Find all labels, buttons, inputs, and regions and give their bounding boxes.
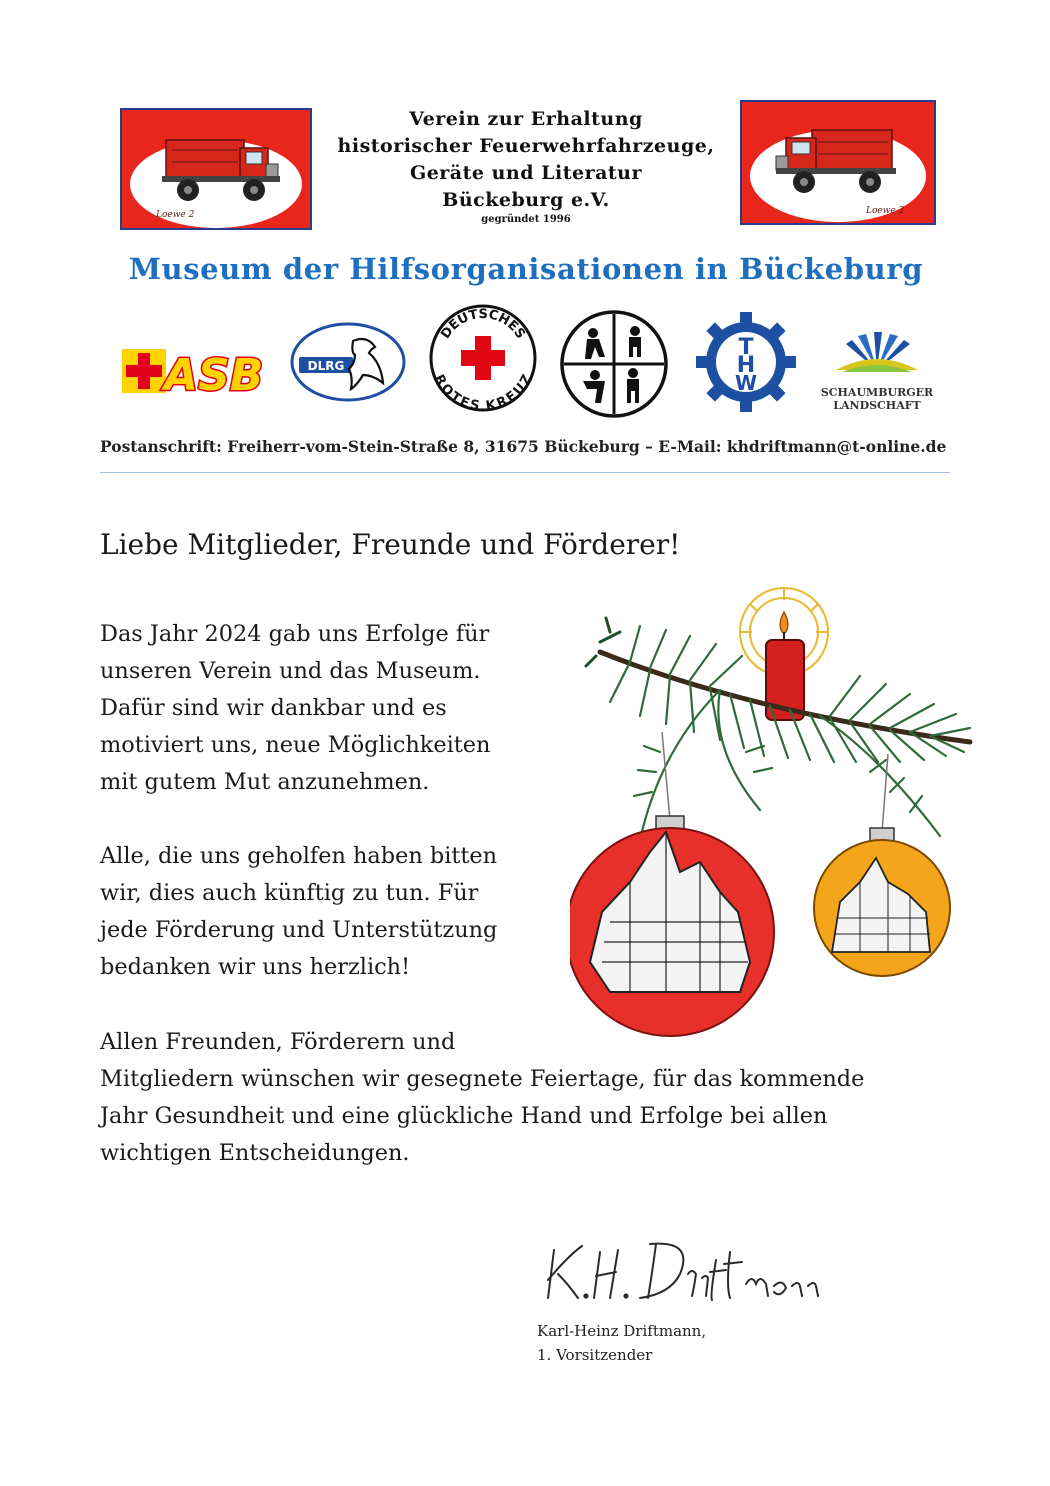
- thw-letter-w: W: [734, 371, 758, 395]
- schaumburger-landschaft-logo: [812, 330, 942, 416]
- paragraph-1-line: Das Jahr 2024 gab uns Erfolge für: [100, 621, 490, 647]
- thw-letter-h: H: [736, 353, 756, 378]
- fire-brigade-emblem-logo: [559, 309, 669, 419]
- paragraph-2-line: wir, dies auch künftig zu tun. Für: [100, 880, 479, 906]
- founded-note: gegründet 1996: [481, 214, 571, 225]
- thw-letter-t: T: [738, 335, 754, 360]
- drk-bottom-text: ROTES KREUZ: [430, 372, 536, 413]
- paragraph-3-line: Jahr Gesundheit und eine glückliche Hand und Erfolge bei allen: [100, 1103, 828, 1129]
- paragraph-3-line: Mitgliedern wünschen wir gesegnete Feiertage, für das kommende: [100, 1066, 865, 1092]
- paragraph-3: [100, 1024, 864, 1172]
- greeting-heading: Liebe Mitglieder, Freunde und Förderer!: [100, 528, 681, 561]
- paragraph-1: [100, 616, 490, 801]
- paragraph-3-line: Allen Freunden, Förderern und: [100, 1029, 456, 1055]
- signer-role: 1. Vorsitzender: [537, 1346, 653, 1364]
- paragraph-2-line: bedanken wir uns herzlich!: [100, 954, 411, 980]
- orange-ornament-icon: [814, 828, 950, 976]
- christmas-ornament-illustration: [570, 582, 982, 1044]
- drk-logo: [428, 303, 538, 413]
- fire-truck-picture-left: [120, 108, 312, 230]
- paragraph-1-line: motiviert uns, neue Möglichkeiten: [100, 732, 491, 758]
- landscape-sun-icon: [812, 330, 942, 374]
- header-divider: [100, 472, 950, 473]
- red-ornament-icon: [570, 816, 774, 1036]
- association-line-4: Bückeburg e.V.: [442, 189, 610, 211]
- asb-logo: [120, 346, 272, 396]
- paragraph-1-line: mit gutem Mut anzunehmen.: [100, 769, 430, 795]
- asb-logo-text: ASB: [164, 350, 264, 396]
- dlrg-logo: [289, 321, 407, 403]
- fire-truck-icon: [122, 110, 310, 228]
- dlrg-logo-text: DLRG: [307, 359, 345, 373]
- truck-caption: Loewe 2: [866, 206, 905, 216]
- truck-caption: Loewe 2: [156, 210, 195, 220]
- schaumburger-text: SCHAUMBURGER: [820, 386, 934, 399]
- association-line-3: Geräte und Literatur: [409, 162, 642, 184]
- paragraph-1-line: unseren Verein und das Museum.: [100, 658, 481, 684]
- association-line-2: historischer Feuerwehrfahrzeuge,: [337, 135, 715, 157]
- paragraph-2: [100, 838, 497, 986]
- paragraph-2-line: jede Förderung und Unterstützung: [100, 917, 498, 943]
- fire-truck-icon: [742, 102, 934, 223]
- fire-truck-picture-right: [740, 100, 936, 225]
- signer-name: Karl-Heinz Driftmann,: [537, 1322, 707, 1340]
- association-name: [330, 106, 722, 225]
- museum-title: Museum der Hilfsorganisationen in Bückeburg: [128, 252, 924, 286]
- association-line-1: Verein zur Erhaltung: [409, 108, 643, 130]
- paragraph-1-line: Dafür sind wir dankbar und es: [100, 695, 447, 721]
- landschaft-text: LANDSCHAFT: [833, 399, 921, 412]
- thw-logo: [694, 310, 798, 414]
- paragraph-2-line: Alle, die uns geholfen haben bitten: [100, 843, 498, 869]
- handwritten-signature: [540, 1230, 830, 1310]
- paragraph-3-line: wichtigen Entscheidungen.: [100, 1140, 410, 1166]
- drk-top-text: DEUTSCHES: [438, 306, 528, 342]
- postal-address: Postanschrift: Freiherr-vom-Stein-Straße 8, 31675 Bückeburg – E-Mail: khdriftmann@t-online.de: [100, 437, 947, 456]
